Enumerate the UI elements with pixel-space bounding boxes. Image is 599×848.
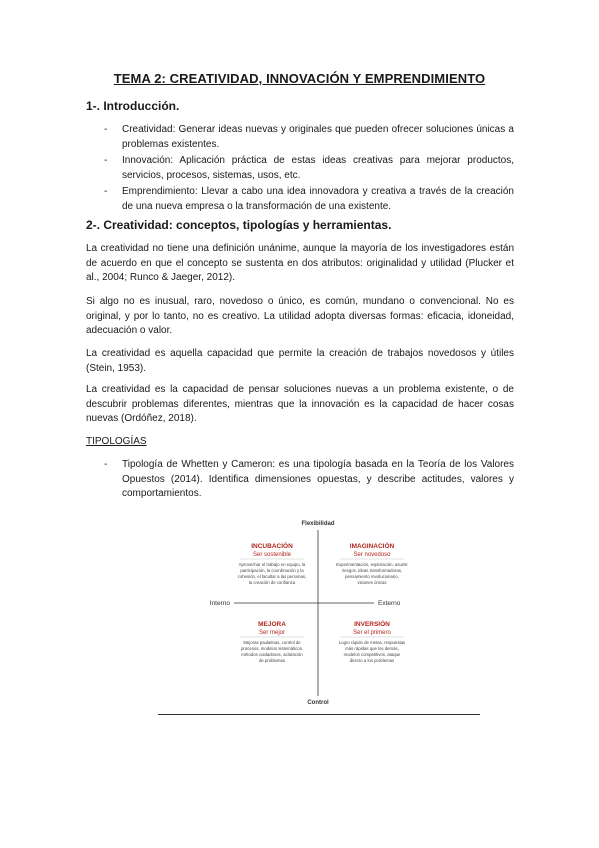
svg-text:Logro rápido de metas, respues: Logro rápido de metas, respuestas	[338, 640, 406, 645]
intro-list	[104, 123, 514, 216]
svg-text:Mejoras paulatinas, control de: Mejoras paulatinas, control de	[243, 640, 301, 645]
svg-text:más rápidas que los demás,: más rápidas que los demás,	[345, 646, 399, 651]
svg-text:procesos, modelos sistemáticos: procesos, modelos sistemáticos,	[240, 646, 304, 651]
list-item: - Creatividad: Generar ideas nuevas y originales que pueden ofrecer soluciones únicas a problemas existentes.	[104, 124, 514, 150]
quadrant-title: MEJORA	[258, 621, 286, 628]
axis-top-label: Flexibilidad	[301, 521, 335, 527]
svg-text:Experimentación, exploración,: Experimentación, exploración, asumir	[336, 562, 408, 567]
list-item: - Emprendimiento: Llevar a cabo una idea innovadora y creativa a través de la creación de una nueva empresa o la transformación de una existente.	[104, 186, 514, 212]
quadrant-subtitle: Ser mejor	[258, 630, 286, 636]
paragraph: La creatividad no tiene una definición unánime, aunque la mayoría de los investigadores están de acuerdo en que el concepto se sustenta en dos atributos: originalidad y utilidad (Plucker et al., 2004; Runco & Jaeger, 2012).	[86, 243, 514, 283]
paragraph: Si algo no es inusual, raro, novedoso o único, es común, mundano o convencional. No es original, y por lo tanto, no es creativo. La utilidad adopta diversas formas: eficacia, idoneidad, adecuación o valor.	[86, 296, 514, 336]
bottom-divider	[158, 714, 480, 715]
svg-text:la creación de confianza: la creación de confianza	[248, 580, 296, 585]
quadrant-title: INCUBACIÓN	[251, 543, 293, 550]
svg-text:de problemas: de problemas	[258, 658, 286, 663]
svg-text:cohesión, el facultar a las pe: cohesión, el facultar a las personas,	[237, 574, 307, 579]
list-item: - Innovación: Aplicación práctica de estas ideas creativas para mejorar productos, servicios, procesos, sistemas, usos, etc.	[104, 155, 514, 181]
typology-list	[104, 458, 514, 504]
axis-left-label: Interno	[209, 600, 230, 607]
page-title: TEMA 2: CREATIVIDAD, INNOVACIÓN Y EMPRENDIMIENTO	[113, 71, 486, 86]
axis-right-label: Externo	[378, 600, 401, 607]
paragraph: La creatividad es aquella capacidad que permite la creación de trabajos novedosos y útiles (Stein, 1953).	[86, 348, 514, 374]
section2-heading: 2-. Creatividad: conceptos, tipologías y herramientas.	[86, 218, 392, 232]
svg-text:riesgos, ideas transformadoras: riesgos, ideas transformadoras,	[341, 568, 403, 573]
quadrant-subtitle: Ser el primero	[353, 630, 391, 636]
list-item: - Tipología de Whetten y Cameron: es una tipología basada en la Teoría de los Valores Opuestos (2014). Identifica dimensiones opuestas, y describe actitudes, valores y comportamientos.	[104, 459, 514, 499]
svg-text:modelos competitivos, ataque: modelos competitivos, ataque	[343, 652, 401, 657]
typologies-label: TIPOLOGÍAS	[86, 436, 147, 447]
axis-bottom-label: Control	[307, 700, 329, 706]
quadrant-title: IMAGINACIÓN	[349, 543, 395, 550]
paragraph: La creatividad es la capacidad de pensar soluciones nuevas a un problema existente, o de descubrir problemas diferentes, mientras que la innovación es la capacidad de hacer cosas nuevas (Ordóñez, 2018).	[86, 384, 514, 424]
quadrant-subtitle: Ser novedoso	[353, 552, 391, 558]
section1-heading: 1-. Introducción.	[86, 99, 180, 113]
competing-values-diagram	[200, 516, 480, 708]
quadrant-subtitle: Ser sostenible	[252, 552, 292, 558]
svg-text:métodos cuidadosos, aclaración: métodos cuidadosos, aclaración	[241, 652, 303, 657]
svg-text:pensamiento revolucionario,: pensamiento revolucionario,	[345, 574, 399, 579]
quadrant-title: INVERSIÓN	[354, 621, 390, 628]
svg-text:visiones únicas: visiones únicas	[357, 580, 387, 585]
svg-text:participación, la coordinación: participación, la coordinación y la	[240, 568, 304, 573]
svg-text:Aprovechar el trabajo en equip: Aprovechar el trabajo en equipo, la	[238, 562, 306, 567]
svg-text:directo a los problemas: directo a los problemas	[349, 658, 395, 663]
